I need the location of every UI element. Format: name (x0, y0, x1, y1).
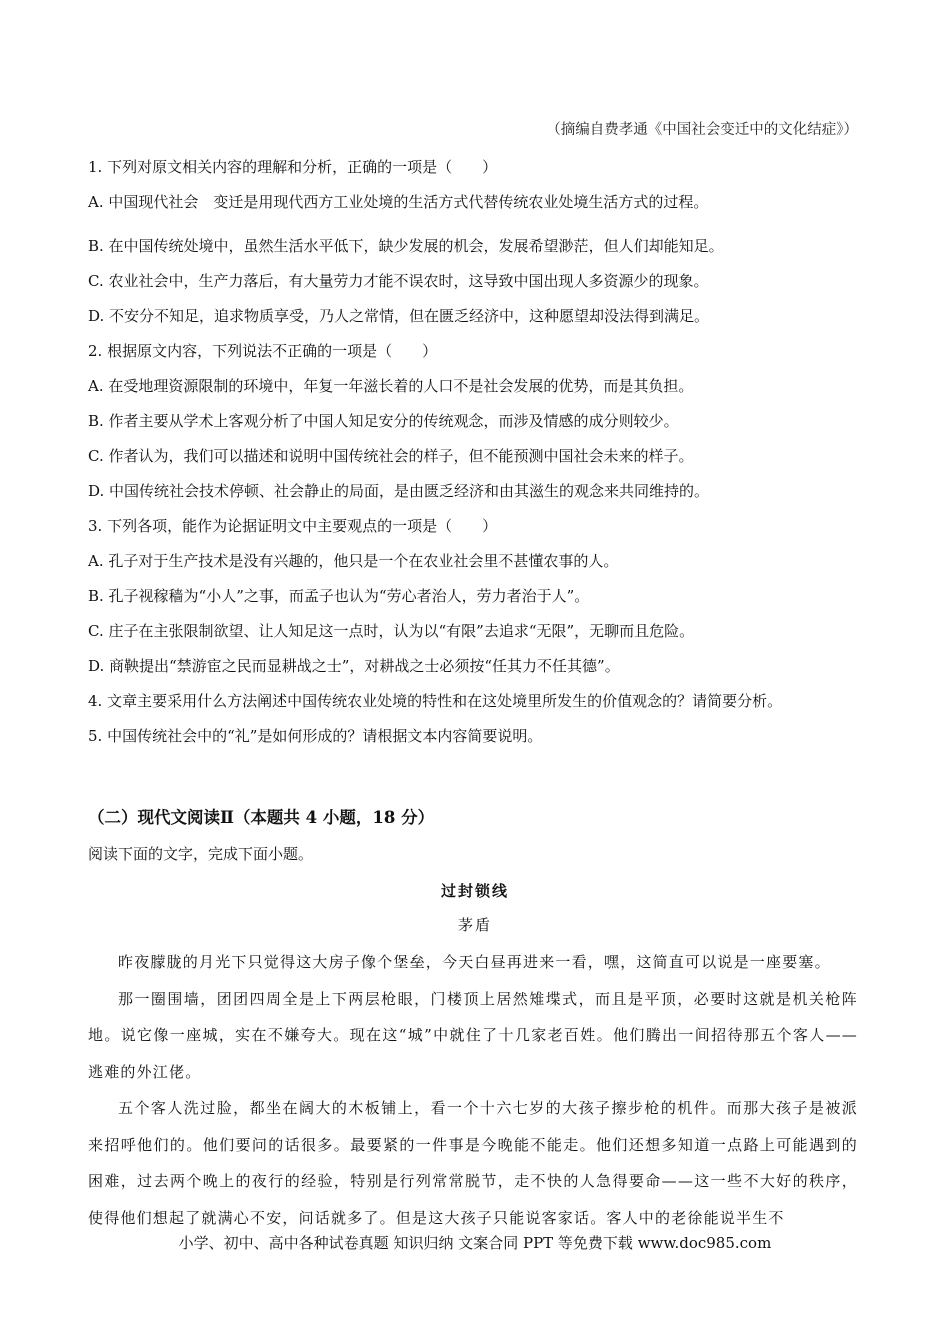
question-3-option-a: A. 孔子对于生产技术是没有兴趣的，他只是一个在农业社会里不甚懂农事的人。 (88, 552, 619, 570)
question-list (88, 150, 868, 754)
article-title: 过封锁线 (440, 882, 509, 900)
question-2-option-c: C. 作者认为，我们可以描述和说明中国传统社会的样子，但不能预测中国社会未来的样子。 (88, 447, 694, 465)
question-5: 5. 中国传统社会中的“礼”是如何形成的？请根据文本内容简要说明。 (88, 727, 543, 745)
question-3-option-d: D. 商鞅提出“禁游宦之民而显耕战之士”，对耕战之士必须按“任其力不任其德”。 (88, 657, 620, 675)
article-paragraph: 那一圈围墙，团团四周全是上下两层枪眼，门楼顶上居然雉堞式，而且是平顶，必要时这就是机关枪阵地。说它像一座城，实在不嫌夸大。现在这“城”中就住了十几家老百姓。他们腾出一间招待那五个客人——逃难的外江佬。 (88, 989, 858, 1081)
question-3-option-c: C. 庄子在主张限制欲望、让人知足这一点时，认为以“有限”去追求“无限”，无聊而且危险。 (88, 622, 695, 640)
question-2-option-a: A. 在受地理资源限制的环境中，年复一年滋长着的人口不是社会发展的优势，而是其负担。 (88, 377, 694, 395)
article-body (88, 944, 858, 1236)
footer-banner: 小学、初中、高中各种试卷真题 知识归纳 文案合同 PPT 等免费下载 www.doc985.com (178, 1234, 772, 1252)
question-2-option-d: D. 中国传统社会技术停顿、社会静止的局面，是由匮乏经济和由其滋生的观念来共同维持的。 (88, 482, 710, 500)
question-3: 3. 下列各项，能作为论据证明文中主要观点的一项是（ ） (88, 517, 498, 535)
question-2: 2. 根据原文内容，下列说法不正确的一项是（ ） (88, 342, 438, 360)
question-1-option-c: C. 农业社会中，生产力落后，有大量劳力才能不误农时，这导致中国出现人多资源少的现象。 (88, 272, 709, 290)
question-2-option-b: B. 作者主要从学术上客观分析了中国人知足安分的传统观念，而涉及情感的成分则较少。 (88, 412, 679, 430)
section-title: （二）现代文阅读Ⅱ（本题共 4 小题，18 分） (88, 808, 435, 827)
source-note: （摘编自费孝通《中国社会变迁中的文化结症》） (546, 122, 858, 138)
question-1-option-a: A. 中国现代社会 变迁是用现代西方工业处境的生活方式代替传统农业处境生活方式的过程。 (88, 193, 709, 211)
question-1: 1. 下列对原文相关内容的理解和分析，正确的一项是（ ） (88, 158, 498, 176)
article-paragraph: 昨夜朦胧的月光下只觉得这大房子像个堡垒，今天白昼再进来一看，嘿，这简直可以说是一座要塞。 (118, 953, 831, 971)
question-1-option-d: D. 不安分不知足，追求物质享受，乃人之常情，但在匮乏经济中，这种愿望却没法得到满足。 (88, 307, 710, 325)
question-1-option-b: B. 在中国传统处境中，虽然生活水平低下，缺少发展的机会，发展希望渺茫，但人们却能知足。 (88, 237, 724, 255)
reading-instruction: 阅读下面的文字，完成下面小题。 (88, 845, 314, 863)
article-author: 茅盾 (457, 916, 492, 934)
article-paragraph: 五个客人洗过脸，都坐在阔大的木板铺上，看一个十六七岁的大孩子擦步枪的机件。而那大孩子是被派来招呼他们的。他们要问的话很多。最要紧的一件事是今晚能不能走。他们还想多知道一点路上可能遇到的困难，过去两个晚上的夜行的经验，特别是行列常常脱节，走不快的人急得要命——这一些不大好的秩序，使得他们想起了就满心不安，问话就多了。但是这大孩子只能说客家话。客人中的老徐能说半生不 (88, 1099, 858, 1227)
question-3-option-b: B. 孔子视稼穑为“小人”之事，而孟子也认为“劳心者治人，劳力者治于人”。 (88, 587, 590, 605)
question-4: 4. 文章主要采用什么方法阐述中国传统农业处境的特性和在这处境里所发生的价值观念的？请简要分析。 (88, 692, 783, 710)
